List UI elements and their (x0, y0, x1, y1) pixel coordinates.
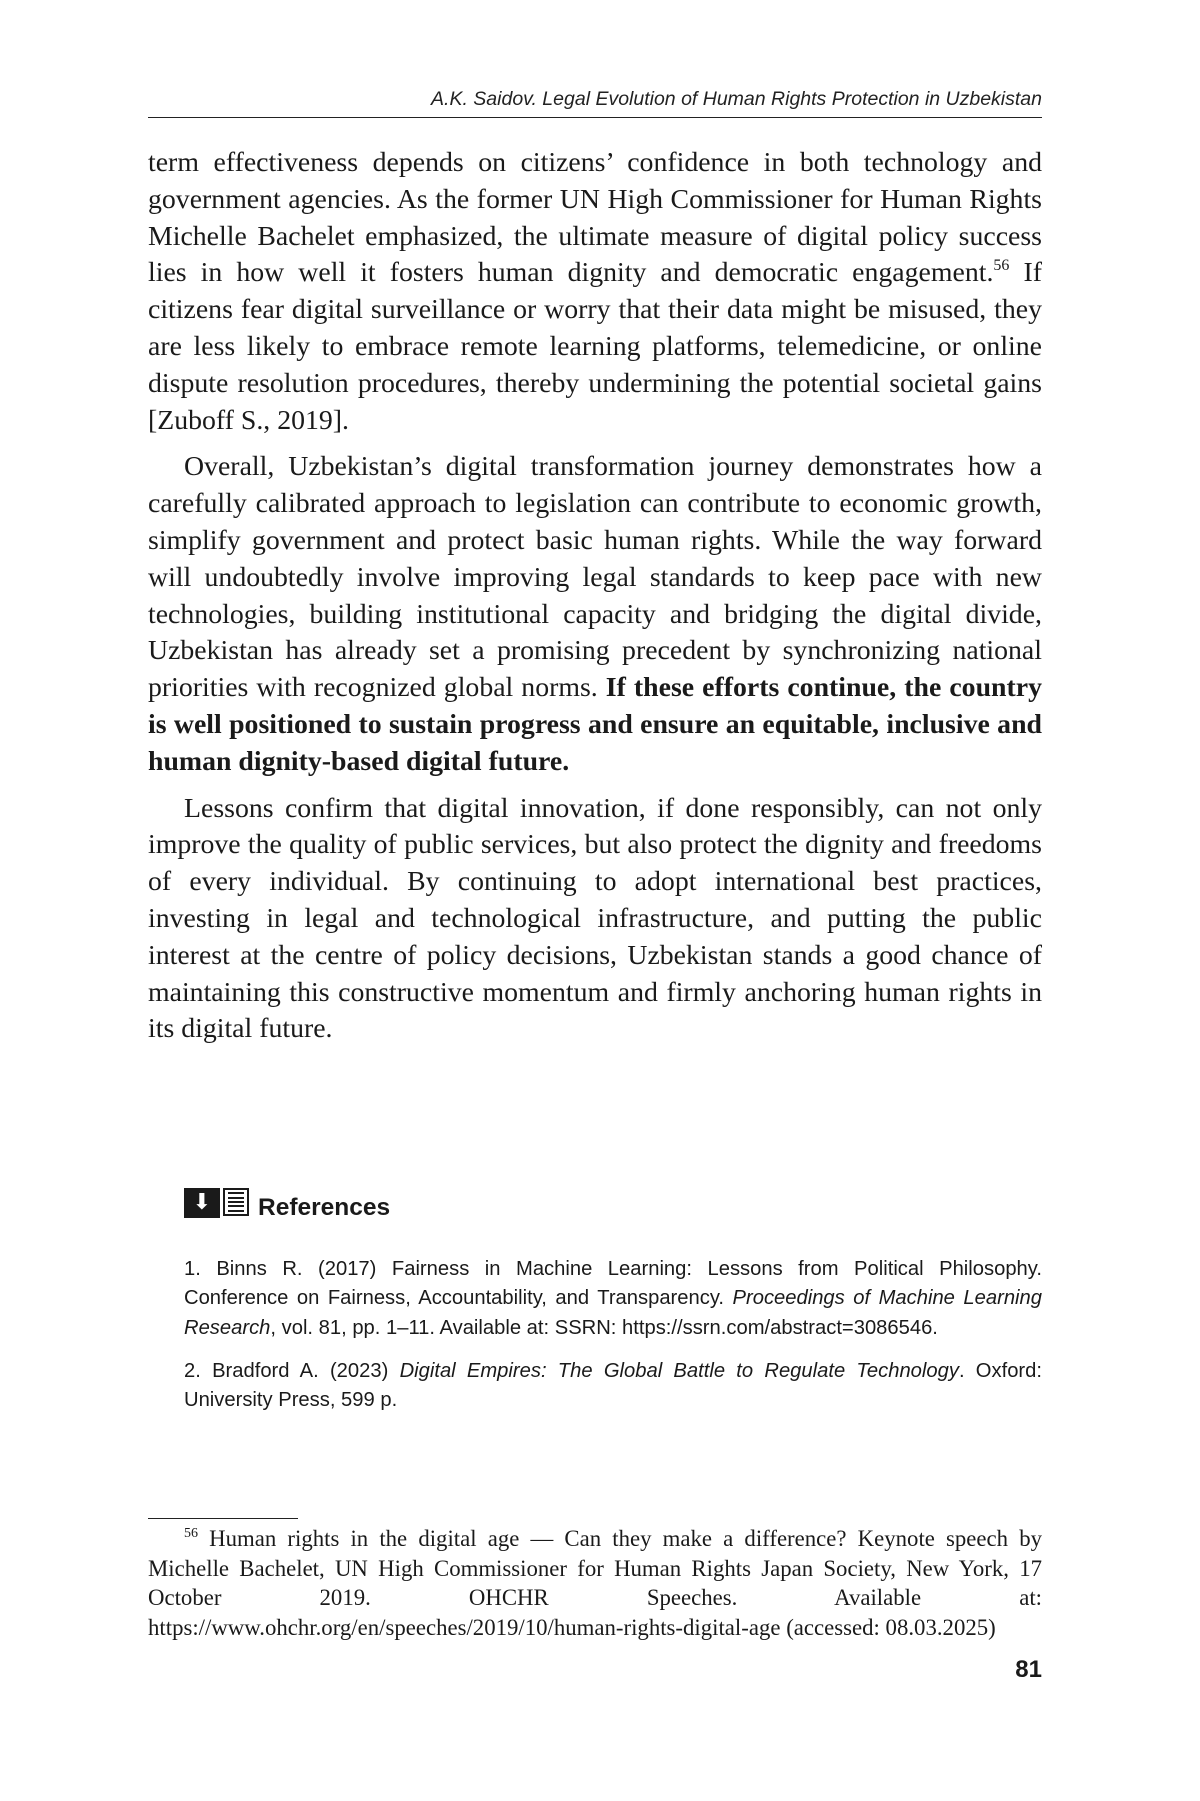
footnote-56 (148, 1524, 1042, 1642)
reference-2-title: Digital Empires: The Global Battle to Regulate Technology (399, 1359, 959, 1382)
paragraph-2-text: Overall, Uzbekistan’s digital transformation journey demonstrates how a carefully calibrated approach to legislation can contribute to economic growth, simplify government and protect basic human rights. While the way forward will undoubtedly involve improving legal standards to keep pace with new technologies, building institutional capacity and bridging the digital divide, Uzbekistan has already set a promising precedent by synchronizing national priorities with recognized global norms. (148, 451, 1042, 704)
references-heading (184, 1188, 390, 1222)
reference-1-text: 1. Binns R. (2017) Fairness in Machine Learning: Lessons from Political Philosophy. Conference on Fairness, Accountability, and Transparency. (184, 1258, 1042, 1310)
main-text (148, 145, 1042, 1048)
reference-1-details: , vol. 81, pp. 1–11. Available at: SSRN: https://ssrn.com/abstract=3086546. (270, 1316, 938, 1339)
references-book-icon: ⬇ (184, 1188, 252, 1222)
reference-1-journal: Proceedings of Machine Learning Research (184, 1287, 1042, 1339)
paragraph-1-text: term effectiveness depends on citizens’ confidence in both technology and government agencies. As the former UN High Commissioner for Human Rights Michelle Bachelet emphasized, the ultimate measure of digital policy success lies in how well it fosters human dignity and democratic engagement. (148, 147, 1042, 289)
footnote-ref-56[interactable]: 56 (993, 257, 1010, 275)
paragraph-3: Lessons confirm that digital innovation, if done responsibly, can not only improve the quality of public services, but also protect the dignity and freedoms of every individual. By continuing to adopt international best practices, investing in legal and technological infrastructure, and putting the public interest at the centre of policy decisions, Uzbekistan stands a good chance of maintaining this constructive momentum and firmly anchoring human rights in its digital future. (148, 792, 1042, 1045)
reference-item-2 (184, 1357, 1042, 1416)
paragraph-2-bold: If these efforts continue, the country is well positioned to sustain progress and ensure an equitable, inclusive and human dignity-based digital future. (148, 672, 1042, 777)
references-title: References (258, 1194, 391, 1221)
paragraph-1 (148, 145, 1042, 439)
footnote-text: Human rights in the digital age — Can they make a difference? Keynote speech by Michelle Bachelet, UN High Commissioner for Human Rights Japan Society, New York, 17 October 2019. OHCHR Speeches. Available at: https://www.ohchr.org/en/speeches/2019/10/human-rights-digital-age (accessed: 08.03.2025) (148, 1526, 1042, 1640)
paragraph-2 (148, 449, 1042, 780)
reference-list (184, 1255, 1042, 1415)
reference-2-text: 2. Bradford A. (2023) (184, 1359, 400, 1382)
page-number: 81 (1015, 1656, 1042, 1683)
paragraph-1-continued: If citizens fear digital surveillance or worry that their data might be misused, they are less likely to embrace remote learning platforms, telemedicine, or online dispute resolution procedures, thereby undermining the potential societal gains [Zuboff S., 2019]. (148, 257, 1042, 436)
footnote-rule (148, 1518, 298, 1519)
reference-2-details: . Oxford: University Press, 599 p. (184, 1359, 1042, 1412)
reference-item-1 (184, 1255, 1042, 1343)
page (148, 0, 1042, 1801)
running-head: A.K. Saidov. Legal Evolution of Human Rights Protection in Uzbekistan (431, 88, 1042, 110)
header-rule (148, 117, 1042, 118)
footnote-number: 56 (184, 1526, 198, 1541)
